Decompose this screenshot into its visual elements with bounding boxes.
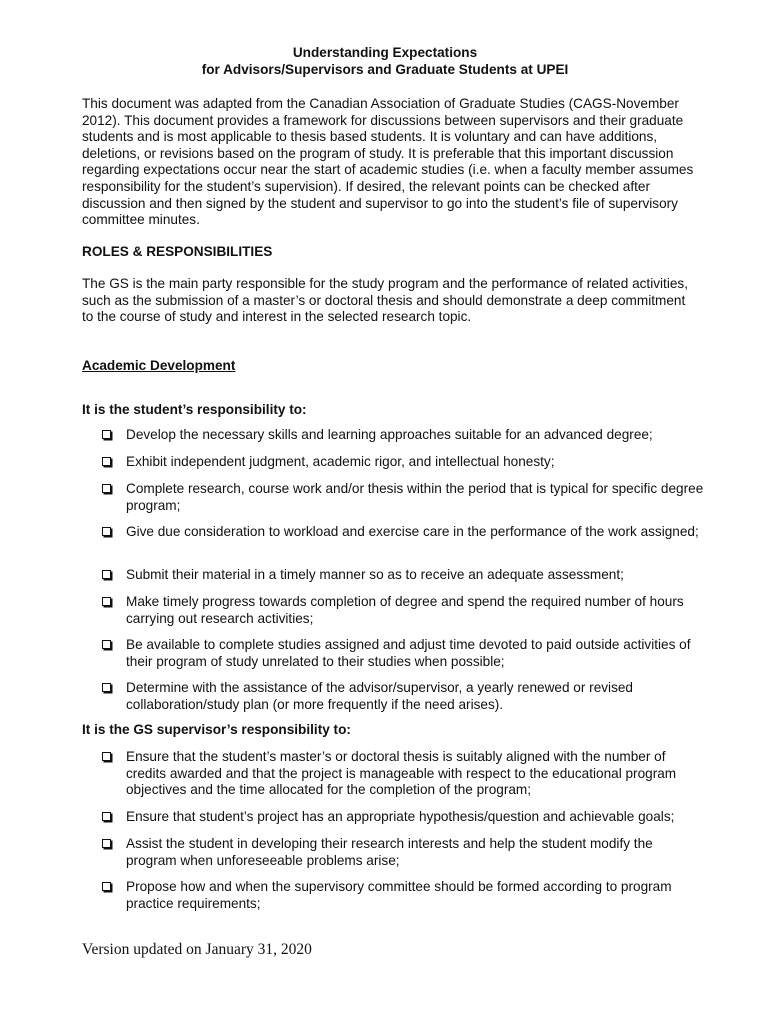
student-item-text: Exhibit independent judgment, academic rigor, and intellectual honesty;	[126, 454, 555, 469]
academic-development-heading: Academic Development	[82, 358, 236, 373]
student-item-text: Complete research, course work and/or thesis within the period that is typical for specific degree program;	[126, 481, 704, 513]
checkbox-icon[interactable]	[102, 527, 111, 536]
checkbox-icon[interactable]	[102, 683, 111, 692]
document-title-line-2: for Advisors/Supervisors and Graduate Students at UPEI	[201, 62, 569, 77]
version-footer: Version updated on January 31, 2020	[82, 941, 312, 958]
student-item-text: Develop the necessary skills and learning approaches suitable for an advanced degree;	[126, 427, 653, 442]
document-title-line-1: Understanding Expectations	[292, 45, 478, 60]
student-item-text: Give due consideration to workload and exercise care in the performance of the work assigned;	[126, 524, 699, 539]
supervisor-item-text: Ensure that the student’s master’s or doctoral thesis is suitably aligned with the number of credits awarded and that the project is manageable with respect to the educational program objectives and the time allocated for the completion of the program;	[126, 749, 677, 798]
checkbox-icon[interactable]	[102, 484, 111, 493]
supervisor-responsibility-heading: It is the GS supervisor’s responsibility to:	[82, 722, 351, 737]
checkbox-icon[interactable]	[102, 430, 111, 439]
student-item-text: Make timely progress towards completion of degree and spend the required number of hours carrying out research activities;	[126, 594, 684, 626]
intro-paragraph: This document was adapted from the Canadian Association of Graduate Studies (CAGS-November 2012). This document provides a framework for discussions between supervisors and their graduate students and is most applicable to thesis based students. It is voluntary and can have additions, deletions, or revisions based on the program of study. It is preferable that this important discussion regarding expectations occur near the start of academic studies (i.e. when a faculty member assumes responsibility for the student’s supervision). If desired, the relevant points can be checked after discussion and then signed by the student and supervisor to go into the student’s file of supervisory committee minutes.	[82, 96, 694, 228]
student-item-text: Submit their material in a timely manner so as to receive an adequate assessment;	[126, 567, 624, 582]
supervisor-item-text: Propose how and when the supervisory committee should be formed according to program practice requirements;	[126, 879, 672, 911]
roles-paragraph: The GS is the main party responsible for the study program and the performance of related activities, such as the submission of a master’s or doctoral thesis and should demonstrate a deep commitment to the course of study and interest in the selected research topic.	[82, 276, 688, 325]
supervisor-item-text: Assist the student in developing their research interests and help the student modify the program when unforeseeable problems arise;	[126, 836, 653, 868]
student-item-text: Be available to complete studies assigned and adjust time devoted to paid outside activities of their program of study unrelated to their studies when possible;	[126, 637, 691, 669]
checkbox-icon[interactable]	[102, 597, 111, 606]
checkbox-icon[interactable]	[102, 812, 111, 821]
checkbox-icon[interactable]	[102, 882, 111, 891]
supervisor-item-text: Ensure that student’s project has an appropriate hypothesis/question and achievable goals;	[126, 809, 675, 824]
checkbox-icon[interactable]	[102, 457, 111, 466]
student-item-text: Determine with the assistance of the advisor/supervisor, a yearly renewed or revised collaboration/study plan (or more frequently if the need arises).	[126, 680, 633, 712]
checkbox-icon[interactable]	[102, 839, 111, 848]
checkbox-icon[interactable]	[102, 752, 111, 761]
student-responsibility-heading: It is the student’s responsibility to:	[82, 402, 307, 417]
roles-heading: ROLES & RESPONSIBILITIES	[82, 244, 273, 259]
checkbox-icon[interactable]	[102, 640, 111, 649]
checkbox-icon[interactable]	[102, 570, 111, 579]
